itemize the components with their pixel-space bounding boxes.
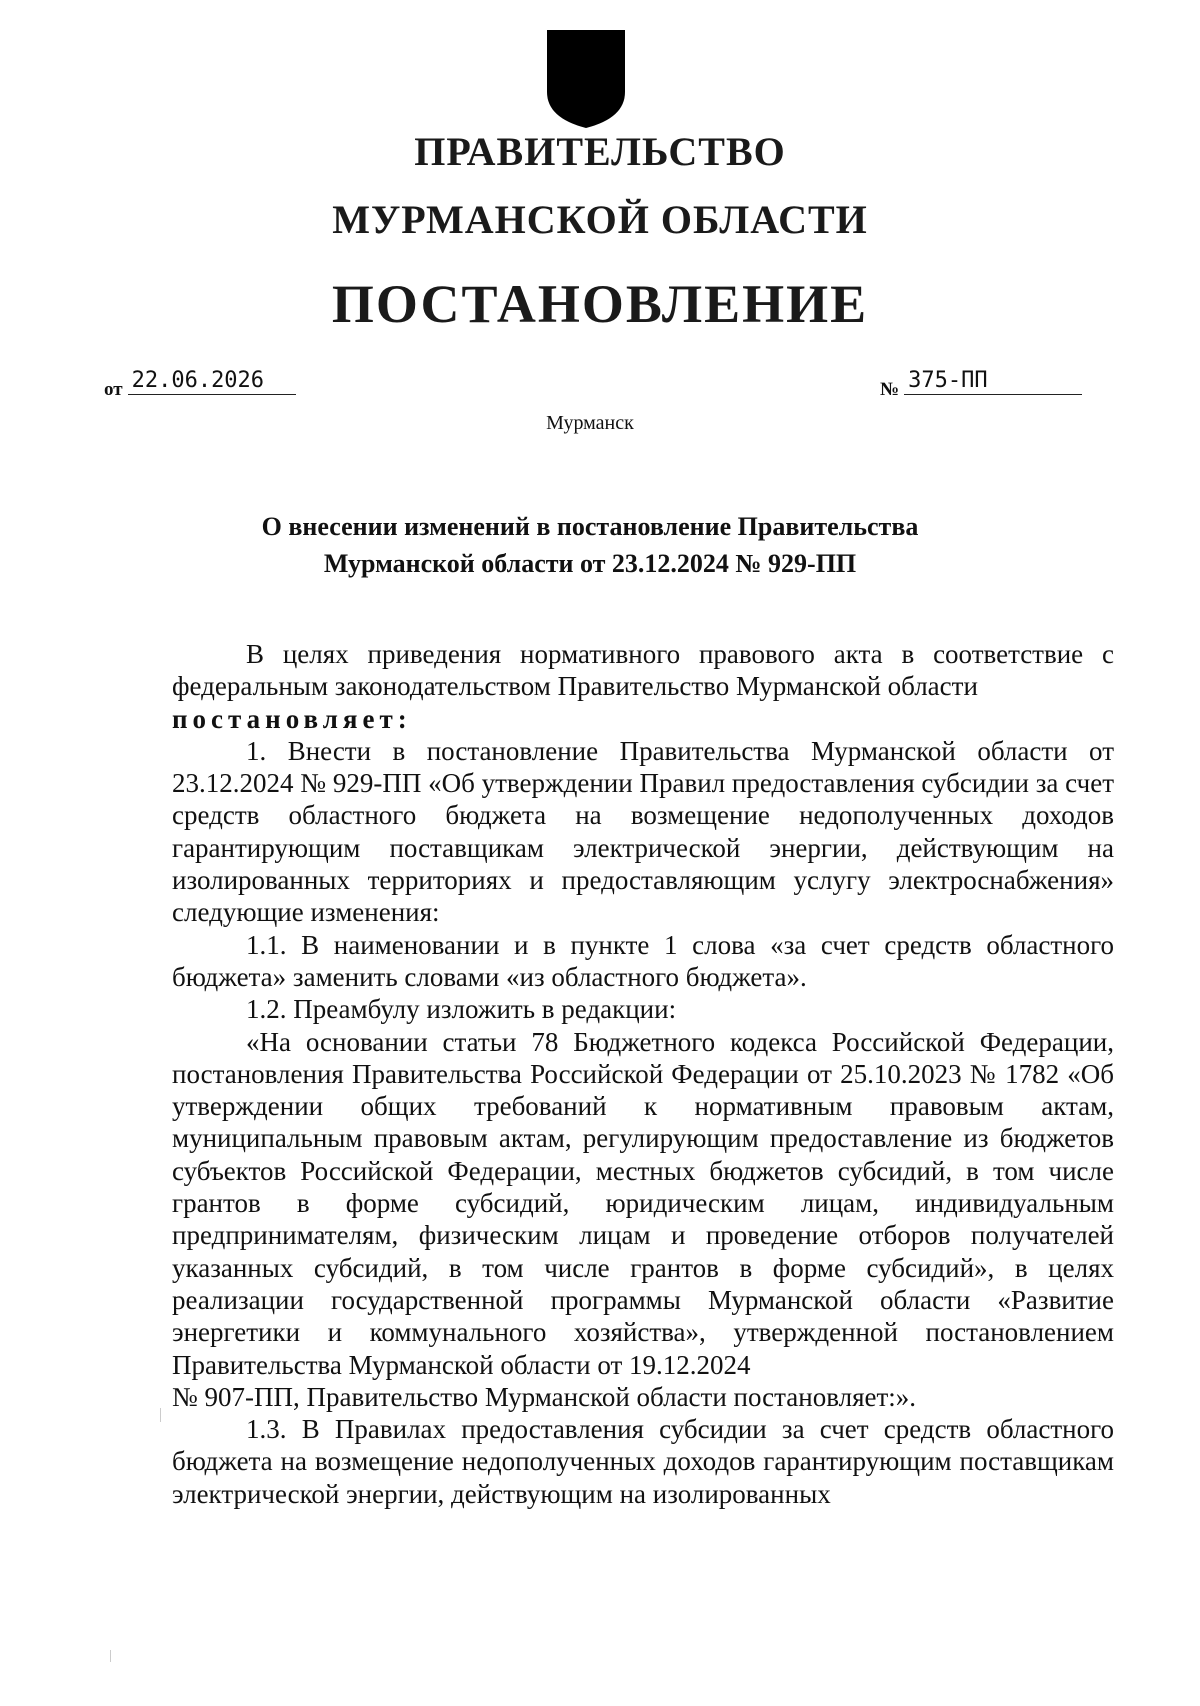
document-date-field — [104, 368, 296, 403]
date-label: от — [104, 379, 123, 400]
preamble-paragraph — [172, 638, 1114, 703]
document-type-title: ПОСТАНОВЛЕНИЕ — [331, 274, 869, 334]
subject-line2: Мурманской области от 23.12.2024 № 929-ПП — [323, 549, 857, 578]
city-name: Мурманск — [546, 412, 634, 434]
scan-margin-mark — [110, 1650, 111, 1662]
number-label: № — [880, 379, 900, 400]
preamble-text: В целях приведения нормативного правового акта в соответствие с федеральным законодательством Правительство Мурманской области — [172, 639, 1114, 702]
decree-word: постановляет: — [172, 703, 412, 734]
clause-1-1: 1.1. В наименовании и в пункте 1 слова «за счет средств областного бюджета» заменить словами «из областного бюджета». — [172, 929, 1114, 992]
clause-1-3: 1.3. В Правилах предоставления субсидии за счет средств областного бюджета на возмещение недополученных доходов гарантирующим поставщикам электрической энергии, действующим на изолированных — [172, 1414, 1114, 1509]
quoted-preamble-end: № 907-ПП, Правительство Мурманской области постановляет:». — [172, 1381, 917, 1412]
organization-name-line2: МУРМАНСКОЙ ОБЛАСТИ — [332, 197, 868, 242]
clause-1: 1. Внести в постановление Правительства Мурманской области от 23.12.2024 № 929-ПП «Об утверждении Правил предоставления субсидии за счет средств областного бюджета на возмещение недополученных доходов гарантирующим поставщикам электрической энергии, действующим на изолированных территориях и предоставляющим услугу электроснабжения» следующие изменения: — [172, 735, 1114, 928]
scan-margin-mark — [160, 1408, 161, 1422]
document-subject — [0, 508, 1180, 582]
quoted-preamble: «На основании статьи 78 Бюджетного кодекса Российской Федерации, постановления Правительства Российской Федерации от 25.10.2023 № 1782 «Об утверждении общих требований к нормативным правовым актам, муниципальным правовым актам, регулирующим предоставление из бюджетов субъектов Российской Федерации, местных бюджетов субсидий, в том числе грантов в форме субсидий, юридическим лицам, индивидуальным предпринимателям, физическим лицам и проведение отборов получателей указанных субсидий, в том числе грантов в форме субсидий», в целях реализации государственной программы Мурманской области «Развитие энергетики и коммунального хозяйства», утвержденной постановлением Правительства Мурманской области от 19.12.2024 — [172, 1026, 1114, 1380]
document-number-field — [880, 368, 1082, 403]
organization-name-line1: ПРАВИТЕЛЬСТВО — [414, 129, 786, 174]
clause-1-2: 1.2. Преамбулу изложить в редакции: — [246, 994, 677, 1025]
document-body — [172, 638, 1114, 1510]
coat-of-arms-icon — [543, 28, 629, 130]
subject-line1: О внесении изменений в постановление Правительства — [261, 512, 919, 541]
document-number: 375-ПП — [904, 368, 1082, 395]
decree-paragraph — [172, 703, 1114, 735]
document-date: 22.06.2026 — [128, 368, 296, 395]
